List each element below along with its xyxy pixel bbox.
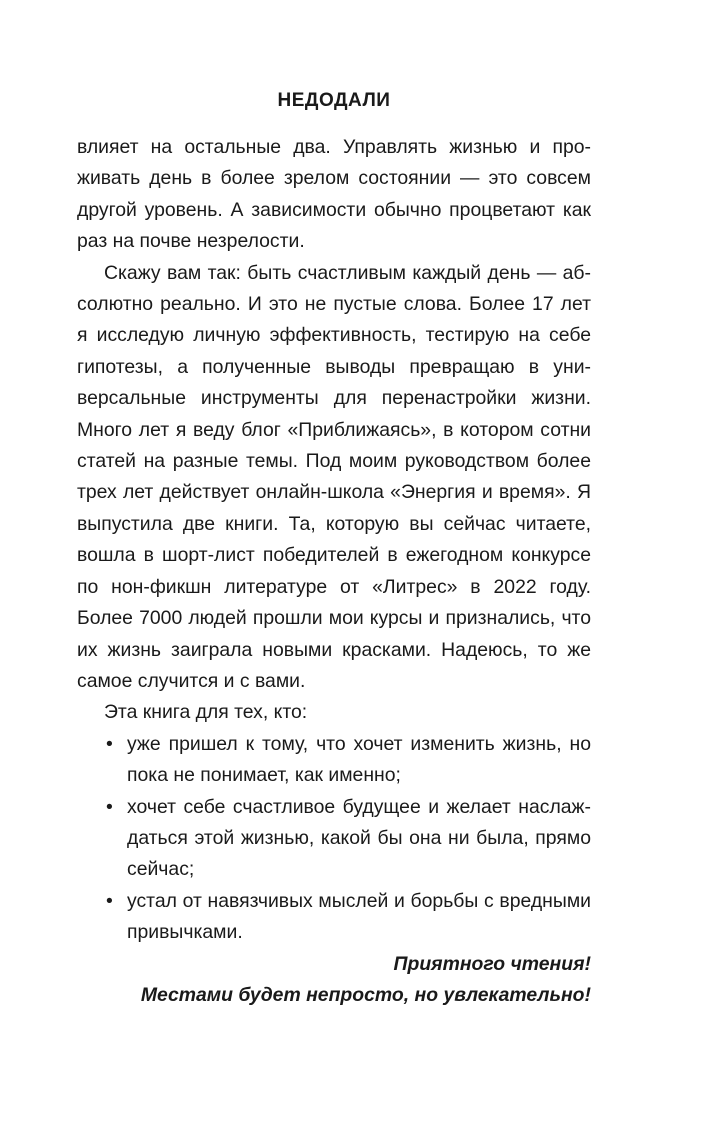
bullet-icon: • (106, 889, 113, 912)
paragraph-about-author: Скажу вам так: быть счастливым каждый день — абсолютно реально. И это не пустые слова. Более 17 лет я исследую личную эффективность, тестирую на себе гипотезы, а полученные выводы превращаю в универсальные инструменты для перенастройки жизни. Много лет я веду блог «Приближаясь», в котором сотни статей на разные темы. Под моим руководством более трех лет действует онлайн-школа «Энергия и время». Я выпустила две книги. Та, которую вы сейчас читаете, вошла в шорт-лист победителей в ежегодном конкурсе по нон-фикшн литературе от «Литрес» в 2022 году. Более 7000 людей прошли мои курсы и признались, что их жизнь заиграла новыми красками. Надеюсь, то же самое случится и с вами. (77, 261, 591, 692)
bullet-icon: • (106, 732, 113, 755)
list-item-text: хочет себе счастливое будущее и желает наслаждаться этой жизнью, какой бы она ни была, прямо сейчас; (127, 795, 591, 881)
running-head: НЕДОДАЛИ (277, 90, 391, 111)
paragraph-continuation: влияет на остальные два. Управлять жизнью и проживать день в более зрелом состоянии — это совсем другой уровень. А зависимости обычно процветают как раз на почве незрелости. (77, 136, 591, 253)
list-item (77, 886, 591, 949)
audience-list (77, 729, 591, 949)
list-item (77, 792, 591, 886)
book-page (77, 88, 591, 1011)
closing-line-1: Приятного чтения! (393, 952, 591, 975)
list-item-text: устал от навязчивых мыслей и борьбы с вредными привычками. (127, 889, 591, 944)
closing-line-2: Местами будет непросто, но увлекательно! (140, 983, 591, 1006)
list-intro: Эта книга для тех, кто: (104, 701, 308, 724)
list-item (77, 729, 591, 792)
bullet-icon: • (106, 795, 113, 818)
list-item-text: уже пришел к тому, что хочет изменить жизнь, но пока не понимает, как именно; (127, 732, 591, 787)
